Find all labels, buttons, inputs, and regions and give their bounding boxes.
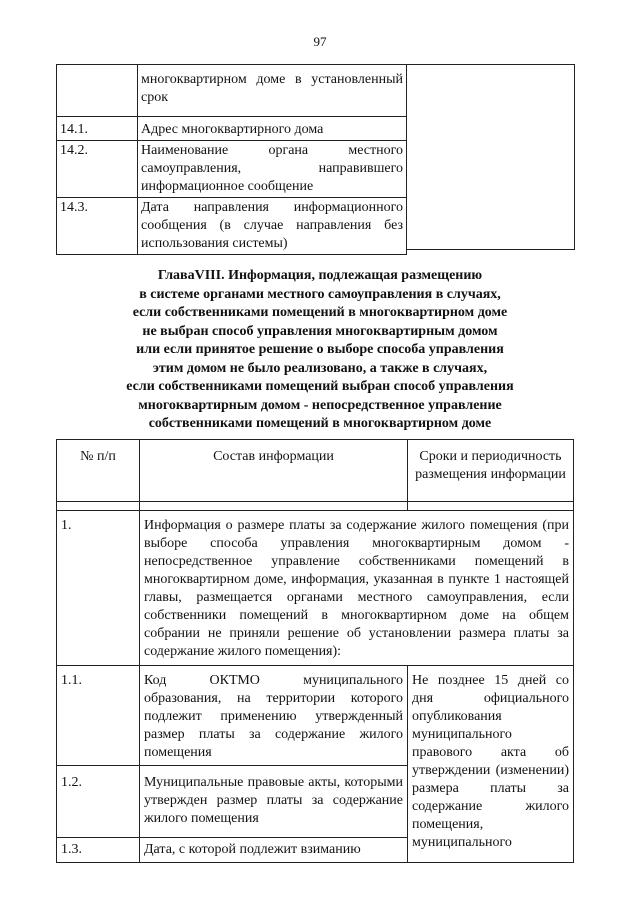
top-table-right-column (407, 64, 575, 250)
deadline-cell: Не позднее 15 дней со дня официального опубликования муниципального правового акта об утверждении (изменении) размера платы за содержание жилого помещения, муниципального (408, 666, 574, 863)
row-text: многоквартирном доме в установленный срок (138, 65, 407, 117)
header-content: Состав информации (140, 440, 408, 502)
table-row (57, 666, 574, 766)
heading-line: в системе органами местного самоуправления в случаях, (139, 286, 501, 302)
heading-line: если собственниками помещений в многоквартирном доме (132, 305, 508, 320)
page-number: 97 (313, 34, 327, 49)
row-text: Код ОКТМО муниципального образования, на территории которого подлежит применению утвержденный размер платы за содержание жилого помещения (140, 666, 408, 766)
heading-line: если собственниками помещений выбран способ управления (126, 379, 514, 394)
chapter-heading (0, 267, 640, 434)
heading-line: не выбран способ управления многоквартирным домом (142, 323, 498, 339)
row-text: Дата направления информационного сообщения (в случае направления без использования системы) (138, 198, 407, 255)
row-number: 1.3. (57, 838, 140, 863)
heading-line: этим домом не было реализовано, а также в случаях, (152, 360, 488, 376)
heading-line: или если принятое решение о выборе способа управления (136, 342, 504, 357)
top-table (56, 64, 407, 255)
row-number: 14.2. (57, 141, 138, 198)
table-spacer-row (57, 502, 574, 511)
row-number: 14.1. (57, 117, 138, 141)
table-row (57, 141, 407, 198)
table-header-row (57, 440, 574, 502)
row-number: 14.3. (57, 198, 138, 255)
row-text: Информация о размере платы за содержание жилого помещения (при выборе способа управления многоквартирным домом - непосредственное управление собственниками помещений в многоквартирном доме, информация, указанная в пункте 1 настоящей главы, размещается органами местного самоуправления, если собственники помещений в многоквартирном доме на общем собрании не приняли решение об установлении размера платы за содержание жилого помещения): (140, 511, 574, 666)
row-text: Дата, с которой подлежит взиманию (140, 838, 408, 863)
row-number: 1. (57, 511, 140, 666)
row-number: 1.1. (57, 666, 140, 766)
row-number (57, 65, 138, 117)
table-row (57, 65, 407, 117)
table-row (57, 117, 407, 141)
header-deadline: Сроки и периодичность размещения информации (408, 440, 574, 502)
heading-line: собственниками помещений в многоквартирном доме (148, 416, 492, 431)
row-text: Наименование органа местного самоуправления, направившего информационное сообщение (138, 141, 407, 198)
heading-line: ГлаваVIII. Информация, подлежащая размещению (157, 268, 483, 283)
row-text: Муниципальные правовые акты, которыми утвержден размер платы за содержание жилого помещения (140, 766, 408, 838)
row-text: Адрес многоквартирного дома (138, 117, 407, 141)
table-row (57, 198, 407, 255)
header-number: № п/п (57, 440, 140, 502)
heading-line: многоквартирным домом - непосредственное управление (138, 397, 502, 413)
row-number: 1.2. (57, 766, 140, 838)
table-row (57, 511, 574, 666)
info-table (56, 439, 574, 863)
